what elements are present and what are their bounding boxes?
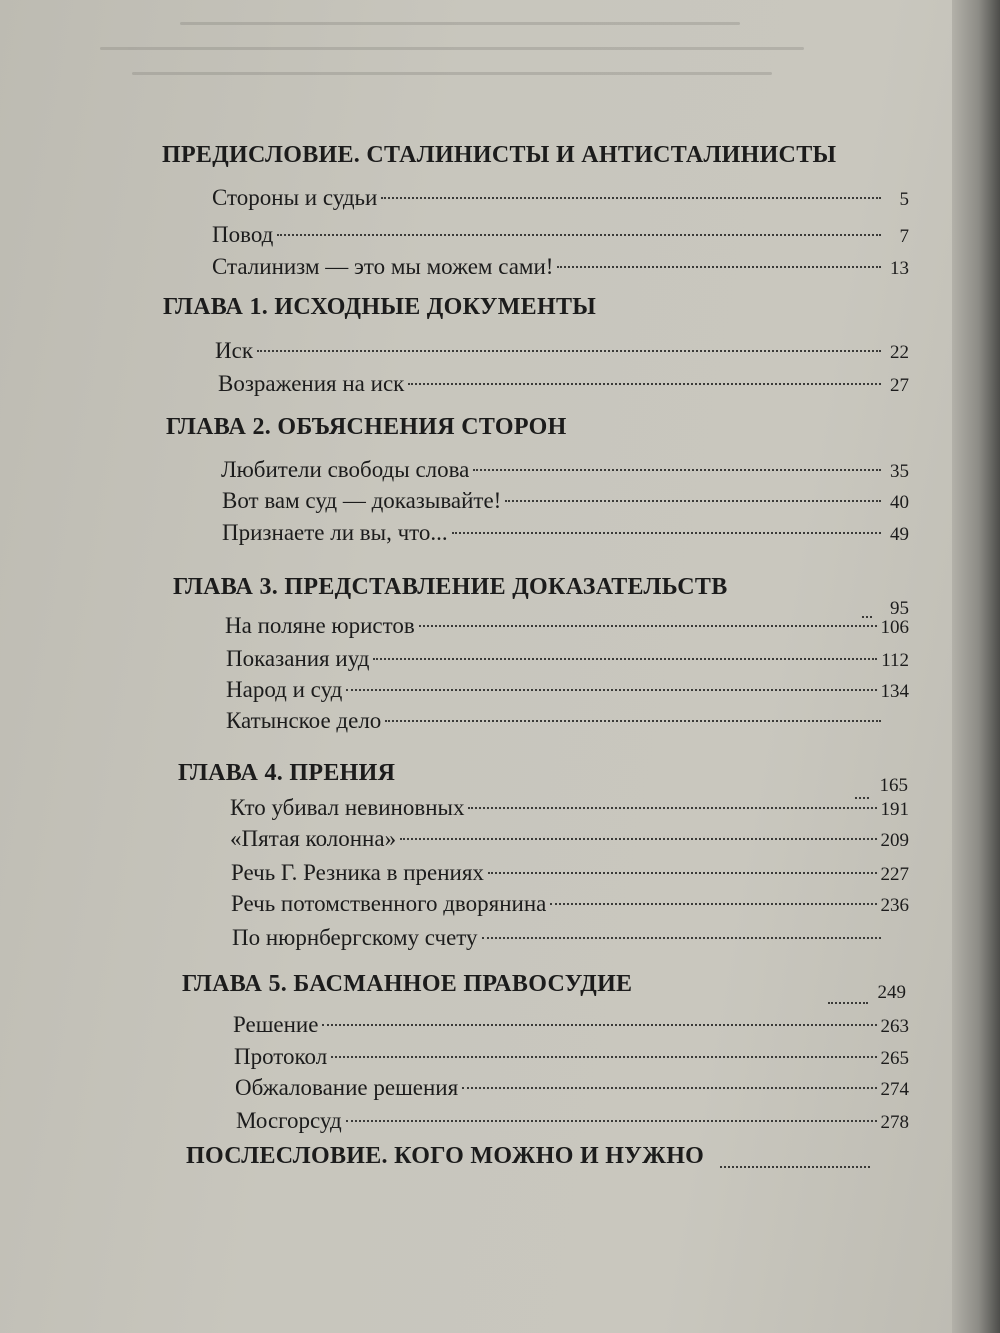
toc-entry[interactable] bbox=[234, 1044, 909, 1070]
entry-title: На поляне юристов bbox=[225, 613, 415, 638]
entry-page: 274 bbox=[880, 1079, 909, 1100]
toc-entry[interactable] bbox=[233, 1012, 909, 1038]
entry-page: 278 bbox=[880, 1112, 909, 1133]
entry-page: 265 bbox=[880, 1048, 909, 1069]
entry-page: 35 bbox=[890, 461, 909, 482]
dot-leader bbox=[257, 350, 881, 352]
afterword-heading: ПОСЛЕСЛОВИЕ. КОГО МОЖНО И НУЖНО bbox=[186, 1143, 705, 1169]
toc-entry[interactable] bbox=[235, 1075, 909, 1101]
entry-page: 27 bbox=[890, 375, 909, 396]
entry-page: 5 bbox=[899, 189, 909, 210]
dot-leader bbox=[557, 266, 881, 268]
toc-entry[interactable] bbox=[212, 222, 909, 248]
entry-page: 227 bbox=[880, 864, 909, 885]
toc-entry[interactable] bbox=[212, 254, 909, 280]
entry-title: Повод bbox=[212, 222, 274, 247]
entry-title: Возражения на иск bbox=[218, 371, 405, 396]
dot-leader bbox=[488, 872, 877, 874]
dot-leader bbox=[331, 1056, 876, 1058]
chapter4-heading: ГЛАВА 4. ПРЕНИЯ bbox=[178, 760, 396, 786]
toc-entry[interactable] bbox=[232, 925, 909, 951]
dot-leader bbox=[400, 838, 876, 840]
dot-leader bbox=[322, 1024, 876, 1026]
entry-title: Обжалование решения bbox=[235, 1075, 459, 1100]
dot-leader bbox=[419, 625, 877, 627]
entry-title: Протокол bbox=[234, 1044, 328, 1069]
dot-leader bbox=[550, 903, 876, 905]
toc-entry[interactable] bbox=[231, 891, 909, 917]
toc-entry[interactable] bbox=[231, 860, 909, 886]
page-edge-shadow bbox=[952, 0, 1000, 1333]
toc-entry[interactable] bbox=[226, 646, 909, 672]
dot-leader bbox=[385, 720, 881, 722]
toc-entry[interactable] bbox=[225, 613, 909, 639]
chapter5-heading: ГЛАВА 5. БАСМАННОЕ ПРАВОСУДИЕ bbox=[182, 971, 633, 997]
chapter2-heading: ГЛАВА 2. ОБЪЯСНЕНИЯ СТОРОН bbox=[166, 414, 567, 440]
entry-page: 191 bbox=[880, 799, 909, 820]
chapter4-page: 165 bbox=[879, 775, 908, 796]
chapter3-heading: ГЛАВА 3. ПРЕДСТАВЛЕНИЕ ДОКАЗАТЕЛЬСТВ bbox=[173, 574, 728, 600]
entry-title: Речь Г. Резника в прениях bbox=[231, 860, 484, 885]
entry-title: «Пятая колонна» bbox=[230, 826, 397, 851]
dot-leader bbox=[462, 1087, 876, 1089]
dot-leader bbox=[373, 658, 877, 660]
entry-title: Вот вам суд — доказывайте! bbox=[222, 488, 502, 513]
dot-leader bbox=[346, 1120, 877, 1122]
dot-leader bbox=[408, 383, 881, 385]
entry-page: 106 bbox=[880, 617, 909, 638]
entry-title: Катынское дело bbox=[226, 708, 382, 733]
toc-entry[interactable] bbox=[226, 708, 909, 734]
dot-leader bbox=[346, 689, 876, 691]
dot-leader bbox=[452, 532, 881, 534]
toc-entry[interactable] bbox=[215, 338, 909, 364]
toc-entry[interactable] bbox=[230, 826, 909, 852]
entry-title: Сталинизм — это мы можем сами! bbox=[212, 254, 554, 279]
entry-title: Иск bbox=[215, 338, 253, 363]
entry-title: Показания иуд bbox=[226, 646, 370, 671]
toc-entry[interactable] bbox=[236, 1108, 909, 1134]
dot-leader bbox=[468, 807, 876, 809]
dot-leader bbox=[381, 197, 881, 199]
dot-leader bbox=[482, 937, 881, 939]
chapter1-heading: ГЛАВА 1. ИСХОДНЫЕ ДОКУМЕНТЫ bbox=[163, 294, 597, 320]
preface-heading: ПРЕДИСЛОВИЕ. СТАЛИНИСТЫ И АНТИСТАЛИНИСТЫ bbox=[162, 142, 837, 168]
toc-entry[interactable] bbox=[212, 185, 909, 211]
entry-title: Стороны и судьи bbox=[212, 185, 378, 210]
toc-entry[interactable] bbox=[230, 795, 909, 821]
entry-title: Народ и суд bbox=[226, 677, 343, 702]
dot-leader bbox=[473, 469, 881, 471]
entry-title: Кто убивал невиновных bbox=[230, 795, 465, 820]
entry-title: Речь потомственного дворянина bbox=[231, 891, 547, 916]
entry-page: 134 bbox=[880, 681, 909, 702]
entry-title: Решение bbox=[233, 1012, 319, 1037]
entry-page: 236 bbox=[880, 895, 909, 916]
entry-page: 22 bbox=[890, 342, 909, 363]
toc-entry[interactable] bbox=[226, 677, 909, 703]
toc-entry[interactable] bbox=[222, 488, 909, 514]
entry-title: Любители свободы слова bbox=[221, 457, 470, 482]
toc-entry[interactable] bbox=[221, 457, 909, 483]
entry-page: 112 bbox=[881, 650, 909, 671]
dot-leader bbox=[720, 1166, 870, 1168]
chapter3-page: 95 bbox=[890, 598, 909, 619]
toc-entry[interactable] bbox=[218, 371, 909, 397]
entry-page: 209 bbox=[880, 830, 909, 851]
dot-leader bbox=[505, 500, 881, 502]
entry-page: 13 bbox=[890, 258, 909, 279]
entry-page: 49 bbox=[890, 524, 909, 545]
entry-title: Мосгорсуд bbox=[236, 1108, 342, 1133]
entry-page: 7 bbox=[899, 226, 909, 247]
chapter5-page: 249 bbox=[877, 982, 906, 1003]
entry-page: 263 bbox=[880, 1016, 909, 1037]
entry-title: Признаете ли вы, что... bbox=[222, 520, 448, 545]
toc-entry[interactable] bbox=[222, 520, 909, 546]
dot-leader bbox=[277, 234, 881, 236]
entry-page: 40 bbox=[890, 492, 909, 513]
entry-title: По нюрнбергскому счету bbox=[232, 925, 478, 950]
